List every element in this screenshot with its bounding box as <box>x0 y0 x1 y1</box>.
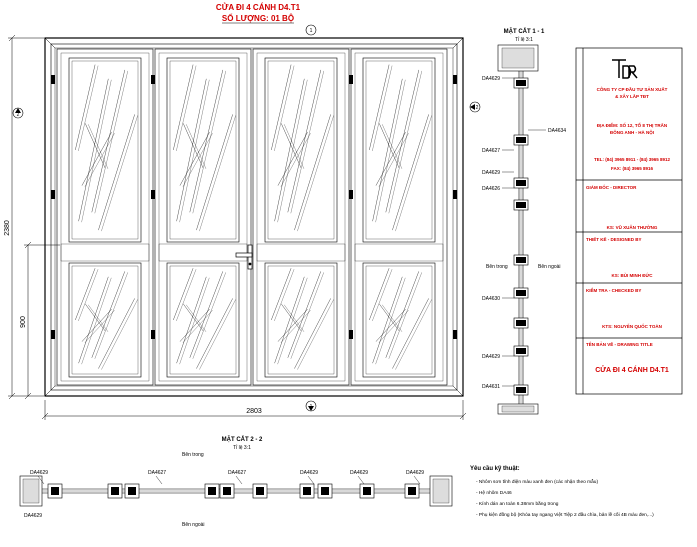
company-name: CÔNG TY CP ĐẦU TƯ SẢN XUẤT <box>596 87 668 92</box>
section-1-outside-label: Bên ngoài <box>538 264 561 270</box>
requirement-item: - Nhôm sơn tĩnh điện màu xanh đen (các nhận theo mẫu) <box>476 480 599 485</box>
overall-width-label: 2803 <box>246 408 262 415</box>
hinge-icon <box>453 330 457 339</box>
section-1-labels <box>482 76 566 390</box>
requirements-list <box>476 478 654 518</box>
svg-text:2: 2 <box>475 105 479 111</box>
company-fax: FAX: (84) 3965 8916 <box>610 166 654 171</box>
hinge-icon <box>51 75 55 84</box>
overall-height-label: 2380 <box>4 220 11 236</box>
hinge-icon <box>51 190 55 199</box>
svg-text:1: 1 <box>309 404 313 410</box>
company-address-1: ĐỊA ĐIỂM: SỐ 12, TỔ 8 THỊ TRẤN <box>596 123 668 128</box>
requirement-item: - Kính dán an toàn 6.38mm bằng trong <box>476 502 559 507</box>
section-2-outside-label: Bên ngoài <box>182 522 205 528</box>
section-1-profile-label: DA4627 <box>482 148 501 154</box>
requirement-item: - Hệ nhôm DA46 <box>476 491 512 496</box>
door-handle <box>236 245 252 269</box>
hinge-icon <box>151 75 155 84</box>
section-1-profile-label: DA4626 <box>482 186 501 192</box>
drawing-title-line2: SỐ LƯỢNG: 01 BỘ <box>221 14 295 23</box>
hinge-icon <box>349 75 353 84</box>
section-1-profile <box>498 45 538 414</box>
section-2-profile-label: DA4627 <box>228 470 247 476</box>
drawing-title-label: TÊN BẢN VẼ - DRAWING TITLE <box>586 342 653 347</box>
company-address-2: ĐÔNG ANH - HÀ NỘI <box>609 130 655 135</box>
hinge-icon <box>453 75 457 84</box>
door-sash-4 <box>351 49 447 385</box>
hinge-icon <box>349 330 353 339</box>
hinge-icon <box>51 330 55 339</box>
section-1-title: MẶT CẮT 1 - 1 <box>503 29 545 35</box>
section-marker-1 <box>306 25 316 411</box>
section-2-profile-label: DA4627 <box>148 470 167 476</box>
glass-pane <box>265 58 337 242</box>
lower-panel-height-label: 900 <box>20 316 27 328</box>
company-name-2: & XÂY LẮP TĐT <box>615 94 649 99</box>
svg-text:2: 2 <box>16 112 20 118</box>
drawing-title-line1: CỬA ĐI 4 CÁNH D4.T1 <box>215 3 301 12</box>
section-2-title: MẶT CẮT 2 - 2 <box>221 437 263 443</box>
director-label: GIÁM ĐỐC - DIRECTOR <box>586 185 637 190</box>
hinge-icon <box>349 190 353 199</box>
hinge-group <box>51 75 457 339</box>
section-2-inside-label: Bên trong <box>182 452 204 458</box>
section-2-profile-label: DA4629 <box>24 513 43 519</box>
glass-pane <box>69 58 141 242</box>
glass-pane <box>363 58 435 242</box>
requirement-item: - Phụ kiện đồng bộ (Khóa tay ngang Việt Tiệp 2 đầu chìa, bản lề cối 4B màu đen,...) <box>476 513 654 518</box>
company-phone: TEL: (84) 3965 8911 - (84) 3965 8912 <box>593 157 671 162</box>
director-name: KS: VŨ XUÂN THƯỜNG <box>606 225 658 230</box>
door-sash-1 <box>57 49 153 385</box>
door-sash-3 <box>253 49 349 385</box>
hinge-icon <box>151 330 155 339</box>
section-2-profile-label: DA4629 <box>300 470 319 476</box>
requirements-heading: Yêu cầu kỹ thuật: <box>470 466 520 472</box>
svg-text:1: 1 <box>309 28 313 34</box>
section-1-profile-label: DA4629 <box>482 354 501 360</box>
section-2-profile-label: DA4629 <box>30 470 49 476</box>
section-1-profile-label: DA4629 <box>482 170 501 176</box>
designer-name: KS: BÙI MINH ĐỨC <box>611 273 653 278</box>
section-1-profile-label: DA4629 <box>482 76 501 82</box>
door-elevation <box>45 38 463 396</box>
section-1-profile-label: DA4631 <box>482 384 501 390</box>
glass-pane <box>167 58 239 242</box>
section-2-profile-label: DA4629 <box>406 470 425 476</box>
section-2-profile-label: DA4629 <box>350 470 369 476</box>
door-sash-2 <box>155 49 251 385</box>
section-1-scale: Tỉ lệ 3:1 <box>515 37 533 43</box>
hinge-icon <box>151 190 155 199</box>
section-marker-2 <box>13 102 480 118</box>
height-dimension <box>8 35 60 399</box>
section-1-profile-label: DA4630 <box>482 296 501 302</box>
hinge-icon <box>453 190 457 199</box>
section-1-profile-label: DA4634 <box>548 128 567 134</box>
section-2-profile <box>20 476 452 506</box>
company-logo <box>612 60 637 78</box>
drawing-title-value: CỬA ĐI 4 CÁNH D4.T1 <box>595 367 669 374</box>
checker-label: KIỂM TRA - CHECKED BY <box>586 288 642 293</box>
section-2-scale: Tỉ lệ 3:1 <box>233 445 251 451</box>
designer-label: THIẾT KẾ - DESIGNED BY <box>586 237 642 242</box>
section-1-inside-label: Bên trong <box>486 264 508 270</box>
checker-name: KTS: NGUYỄN QUỐC TOÀN <box>602 324 662 329</box>
